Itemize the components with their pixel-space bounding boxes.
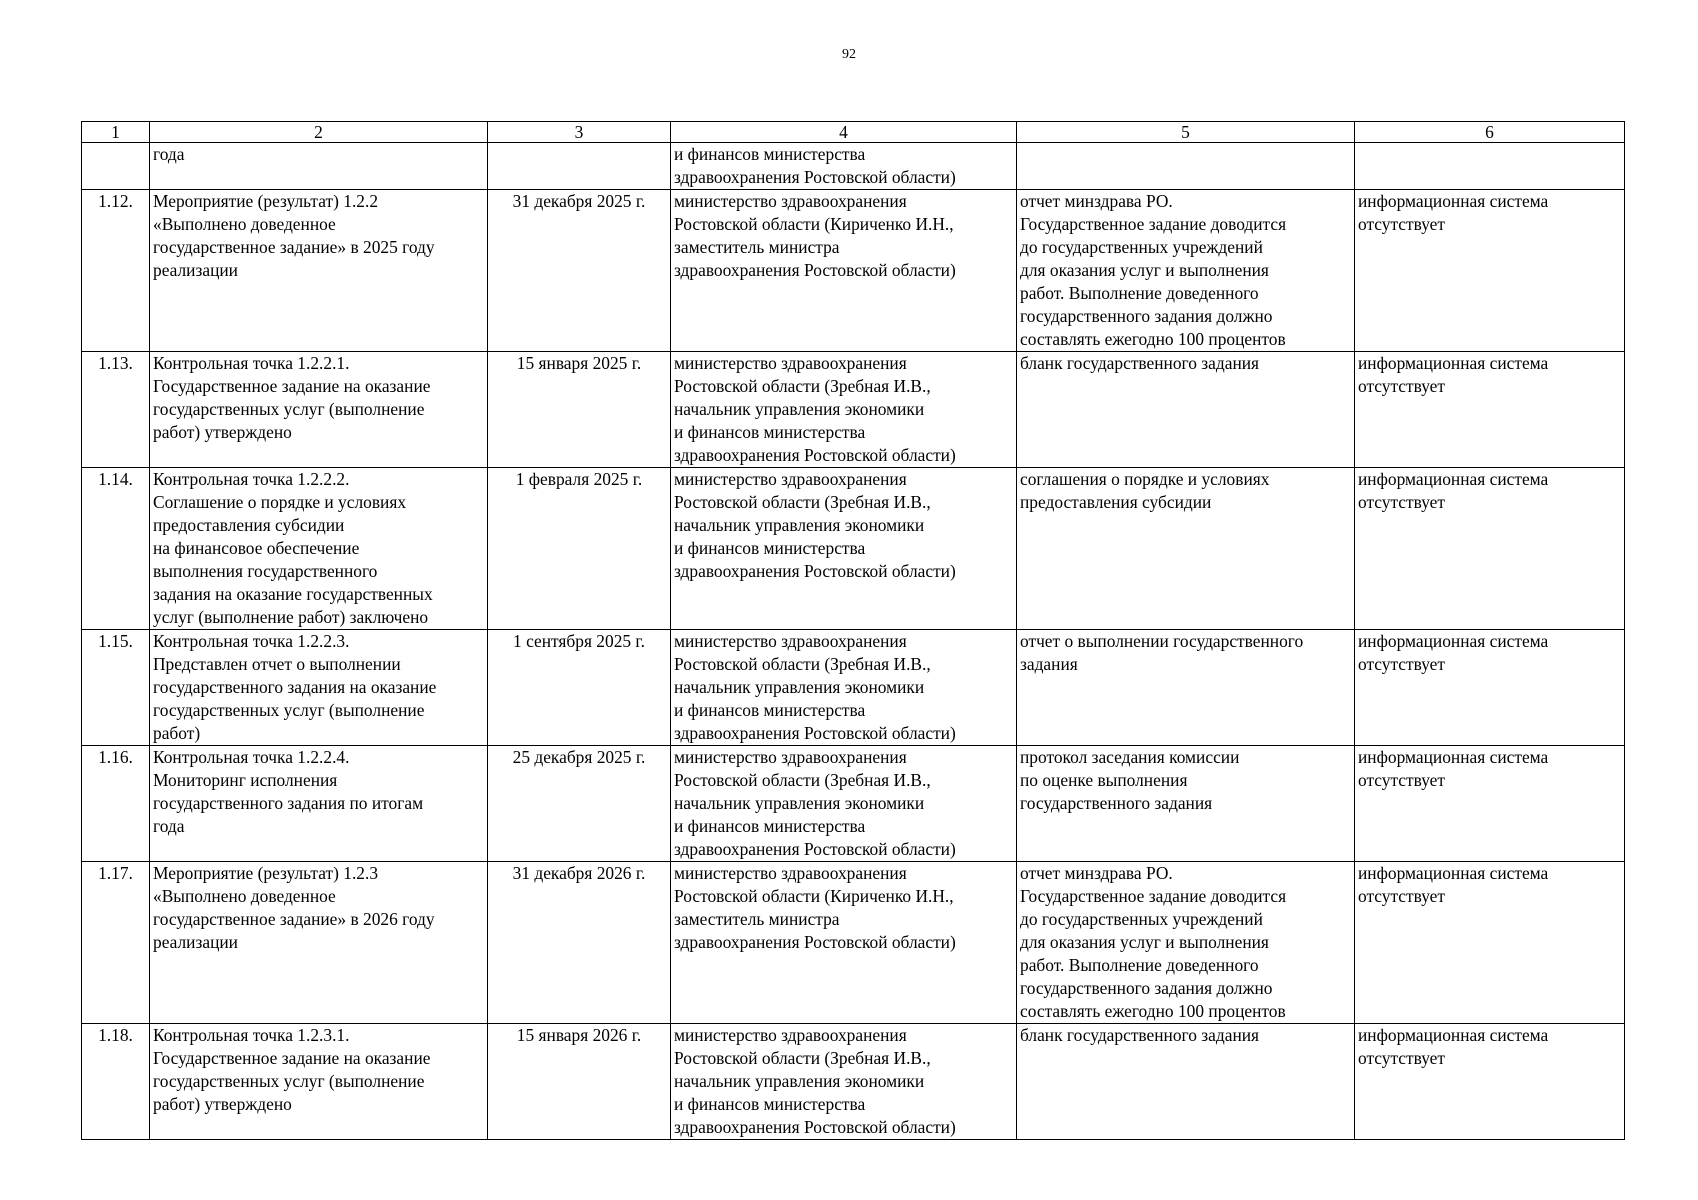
result-cell bbox=[1017, 746, 1355, 862]
column-header: 5 bbox=[1017, 122, 1355, 143]
cell-line: министерство здравоохранения bbox=[674, 863, 907, 883]
event-cell bbox=[150, 190, 488, 352]
row-number: 1.17. bbox=[82, 862, 150, 1024]
cell-line: задания bbox=[1020, 654, 1078, 674]
cell-line: государственного задания по итогам bbox=[153, 793, 424, 813]
responsible-cell bbox=[671, 862, 1017, 1024]
cell-line: отсутствует bbox=[1358, 770, 1445, 790]
column-header: 1 bbox=[82, 122, 150, 143]
cell-line: информационная система bbox=[1358, 631, 1549, 651]
column-header: 2 bbox=[150, 122, 488, 143]
column-header: 4 bbox=[671, 122, 1017, 143]
cell-line: для оказания услуг и выполнения bbox=[1020, 260, 1269, 280]
cell-line: здравоохранения Ростовской области) bbox=[674, 839, 956, 859]
cell-line: реализации bbox=[153, 260, 238, 280]
table-row bbox=[82, 1024, 1625, 1140]
system-cell bbox=[1355, 352, 1625, 468]
table-row bbox=[82, 352, 1625, 468]
cell-line: государственного задания должно bbox=[1020, 978, 1273, 998]
date-cell bbox=[488, 143, 671, 190]
cell-line: «Выполнено доведенное bbox=[153, 214, 336, 234]
cell-line: Ростовской области (Зребная И.В., bbox=[674, 654, 931, 674]
cell-line: государственного задания должно bbox=[1020, 306, 1273, 326]
event-cell bbox=[150, 862, 488, 1024]
date-cell: 31 декабря 2026 г. bbox=[488, 862, 671, 1024]
cell-line: здравоохранения Ростовской области) bbox=[674, 445, 956, 465]
table-row bbox=[82, 862, 1625, 1024]
event-cell bbox=[150, 746, 488, 862]
cell-line: отсутствует bbox=[1358, 654, 1445, 674]
cell-line: информационная система bbox=[1358, 747, 1549, 767]
cell-line: составлять ежегодно 100 процентов bbox=[1020, 1001, 1286, 1021]
cell-line: Ростовской области (Кириченко И.Н., bbox=[674, 886, 954, 906]
cell-line: реализации bbox=[153, 932, 238, 952]
cell-line: работ) утверждено bbox=[153, 1094, 292, 1114]
cell-line: государственного задания на оказание bbox=[153, 677, 437, 697]
cell-line: здравоохранения Ростовской области) bbox=[674, 260, 956, 280]
cell-line: начальник управления экономики bbox=[674, 793, 925, 813]
cell-line: работ) утверждено bbox=[153, 422, 292, 442]
cell-line: задания на оказание государственных bbox=[153, 584, 433, 604]
cell-line: здравоохранения Ростовской области) bbox=[674, 561, 956, 581]
cell-line: по оценке выполнения bbox=[1020, 770, 1188, 790]
table-header-row bbox=[82, 122, 1625, 143]
cell-line: Мероприятие (результат) 1.2.2 bbox=[153, 191, 379, 211]
event-cell bbox=[150, 630, 488, 746]
row-number: 1.14. bbox=[82, 468, 150, 630]
cell-line: услуг (выполнение работ) заключено bbox=[153, 607, 429, 627]
cell-line: отсутствует bbox=[1358, 376, 1445, 396]
result-cell bbox=[1017, 190, 1355, 352]
cell-line: Ростовской области (Зребная И.В., bbox=[674, 376, 931, 396]
cell-line: предоставления субсидии bbox=[153, 515, 345, 535]
cell-line: работ) bbox=[153, 723, 201, 743]
cell-line: Контрольная точка 1.2.2.4. bbox=[153, 747, 350, 767]
cell-line: и финансов министерства bbox=[674, 538, 866, 558]
cell-line: Соглашение о порядке и условиях bbox=[153, 492, 407, 512]
cell-line: Ростовской области (Зребная И.В., bbox=[674, 492, 931, 512]
cell-line: начальник управления экономики bbox=[674, 1071, 925, 1091]
cell-line: соглашения о порядке и условиях bbox=[1020, 469, 1270, 489]
cell-line: Контрольная точка 1.2.2.2. bbox=[153, 469, 350, 489]
cell-line: начальник управления экономики bbox=[674, 399, 925, 419]
responsible-cell bbox=[671, 630, 1017, 746]
cell-line: начальник управления экономики bbox=[674, 677, 925, 697]
cell-line: начальник управления экономики bbox=[674, 515, 925, 535]
cell-line: работ. Выполнение доведенного bbox=[1020, 955, 1259, 975]
date-cell: 25 декабря 2025 г. bbox=[488, 746, 671, 862]
row-number: 1.16. bbox=[82, 746, 150, 862]
cell-line: государственного задания bbox=[1020, 793, 1213, 813]
table-row bbox=[82, 630, 1625, 746]
table-row bbox=[82, 746, 1625, 862]
row-number: 1.12. bbox=[82, 190, 150, 352]
table-row bbox=[82, 143, 1625, 190]
cell-line: здравоохранения Ростовской области) bbox=[674, 932, 956, 952]
cell-line: и финансов министерства bbox=[674, 422, 866, 442]
cell-line: для оказания услуг и выполнения bbox=[1020, 932, 1269, 952]
cell-line: и финансов министерства bbox=[674, 144, 866, 164]
system-cell bbox=[1355, 862, 1625, 1024]
result-cell bbox=[1017, 468, 1355, 630]
cell-line: бланк государственного задания bbox=[1020, 353, 1260, 373]
cell-line: Контрольная точка 1.2.2.3. bbox=[153, 631, 350, 651]
cell-line: заместитель министра bbox=[674, 237, 840, 257]
event-cell bbox=[150, 352, 488, 468]
cell-line: до государственных учреждений bbox=[1020, 237, 1263, 257]
cell-line: Ростовской области (Зребная И.В., bbox=[674, 1048, 931, 1068]
cell-line: информационная система bbox=[1358, 191, 1549, 211]
system-cell bbox=[1355, 746, 1625, 862]
cell-line: информационная система bbox=[1358, 863, 1549, 883]
cell-line: отчет минздрава РО. bbox=[1020, 191, 1173, 211]
event-cell bbox=[150, 1024, 488, 1140]
column-header: 6 bbox=[1355, 122, 1625, 143]
cell-line: года bbox=[153, 816, 185, 836]
row-number bbox=[82, 143, 150, 190]
date-cell: 1 сентября 2025 г. bbox=[488, 630, 671, 746]
row-number: 1.18. bbox=[82, 1024, 150, 1140]
cell-line: министерство здравоохранения bbox=[674, 469, 907, 489]
cell-line: Мониторинг исполнения bbox=[153, 770, 338, 790]
cell-line: Государственное задание доводится bbox=[1020, 214, 1287, 234]
responsible-cell bbox=[671, 468, 1017, 630]
cell-line: года bbox=[153, 144, 185, 164]
cell-line: здравоохранения Ростовской области) bbox=[674, 167, 956, 187]
cell-line: работ. Выполнение доведенного bbox=[1020, 283, 1259, 303]
column-header: 3 bbox=[488, 122, 671, 143]
responsible-cell bbox=[671, 746, 1017, 862]
cell-line: и финансов министерства bbox=[674, 700, 866, 720]
date-cell: 1 февраля 2025 г. bbox=[488, 468, 671, 630]
cell-line: министерство здравоохранения bbox=[674, 353, 907, 373]
date-cell: 15 января 2026 г. bbox=[488, 1024, 671, 1140]
responsible-cell bbox=[671, 352, 1017, 468]
event-cell bbox=[150, 468, 488, 630]
cell-line: отчет о выполнении государственного bbox=[1020, 631, 1304, 651]
cell-line: Контрольная точка 1.2.3.1. bbox=[153, 1025, 350, 1045]
cell-line: государственных услуг (выполнение bbox=[153, 1071, 425, 1091]
cell-line: «Выполнено доведенное bbox=[153, 886, 336, 906]
cell-line: Ростовской области (Зребная И.В., bbox=[674, 770, 931, 790]
cell-line: отчет минздрава РО. bbox=[1020, 863, 1173, 883]
result-cell bbox=[1017, 862, 1355, 1024]
cell-line: Мероприятие (результат) 1.2.3 bbox=[153, 863, 379, 883]
cell-line: Государственное задание доводится bbox=[1020, 886, 1287, 906]
date-cell: 15 января 2025 г. bbox=[488, 352, 671, 468]
system-cell bbox=[1355, 468, 1625, 630]
cell-line: министерство здравоохранения bbox=[674, 191, 907, 211]
responsible-cell bbox=[671, 190, 1017, 352]
system-cell bbox=[1355, 630, 1625, 746]
date-cell: 31 декабря 2025 г. bbox=[488, 190, 671, 352]
cell-line: Ростовской области (Кириченко И.Н., bbox=[674, 214, 954, 234]
cell-line: Представлен отчет о выполнении bbox=[153, 654, 401, 674]
cell-line: министерство здравоохранения bbox=[674, 1025, 907, 1045]
plan-table bbox=[81, 121, 1625, 1140]
cell-line: отсутствует bbox=[1358, 492, 1445, 512]
cell-line: информационная система bbox=[1358, 1025, 1549, 1045]
cell-line: государственное задание» в 2025 году bbox=[153, 237, 435, 257]
cell-line: министерство здравоохранения bbox=[674, 747, 907, 767]
cell-line: на финансовое обеспечение bbox=[153, 538, 360, 558]
result-cell bbox=[1017, 143, 1355, 190]
row-number: 1.13. bbox=[82, 352, 150, 468]
table-row bbox=[82, 468, 1625, 630]
result-cell bbox=[1017, 1024, 1355, 1140]
cell-line: выполнения государственного bbox=[153, 561, 378, 581]
cell-line: государственных услуг (выполнение bbox=[153, 399, 425, 419]
cell-line: информационная система bbox=[1358, 469, 1549, 489]
cell-line: и финансов министерства bbox=[674, 1094, 866, 1114]
cell-line: здравоохранения Ростовской области) bbox=[674, 723, 956, 743]
cell-line: отсутствует bbox=[1358, 1048, 1445, 1068]
cell-line: протокол заседания комиссии bbox=[1020, 747, 1240, 767]
cell-line: Государственное задание на оказание bbox=[153, 1048, 431, 1068]
result-cell bbox=[1017, 630, 1355, 746]
result-cell bbox=[1017, 352, 1355, 468]
row-number: 1.15. bbox=[82, 630, 150, 746]
cell-line: Государственное задание на оказание bbox=[153, 376, 431, 396]
cell-line: отсутствует bbox=[1358, 214, 1445, 234]
event-cell bbox=[150, 143, 488, 190]
system-cell bbox=[1355, 143, 1625, 190]
page-number: 92 bbox=[842, 47, 856, 62]
system-cell bbox=[1355, 1024, 1625, 1140]
cell-line: предоставления субсидии bbox=[1020, 492, 1212, 512]
cell-line: государственных услуг (выполнение bbox=[153, 700, 425, 720]
table-row bbox=[82, 190, 1625, 352]
cell-line: здравоохранения Ростовской области) bbox=[674, 1117, 956, 1137]
responsible-cell bbox=[671, 1024, 1017, 1140]
cell-line: до государственных учреждений bbox=[1020, 909, 1263, 929]
cell-line: государственное задание» в 2026 году bbox=[153, 909, 435, 929]
cell-line: составлять ежегодно 100 процентов bbox=[1020, 329, 1286, 349]
cell-line: отсутствует bbox=[1358, 886, 1445, 906]
cell-line: и финансов министерства bbox=[674, 816, 866, 836]
cell-line: заместитель министра bbox=[674, 909, 840, 929]
cell-line: министерство здравоохранения bbox=[674, 631, 907, 651]
responsible-cell bbox=[671, 143, 1017, 190]
system-cell bbox=[1355, 190, 1625, 352]
cell-line: информационная система bbox=[1358, 353, 1549, 373]
cell-line: Контрольная точка 1.2.2.1. bbox=[153, 353, 350, 373]
cell-line: бланк государственного задания bbox=[1020, 1025, 1260, 1045]
